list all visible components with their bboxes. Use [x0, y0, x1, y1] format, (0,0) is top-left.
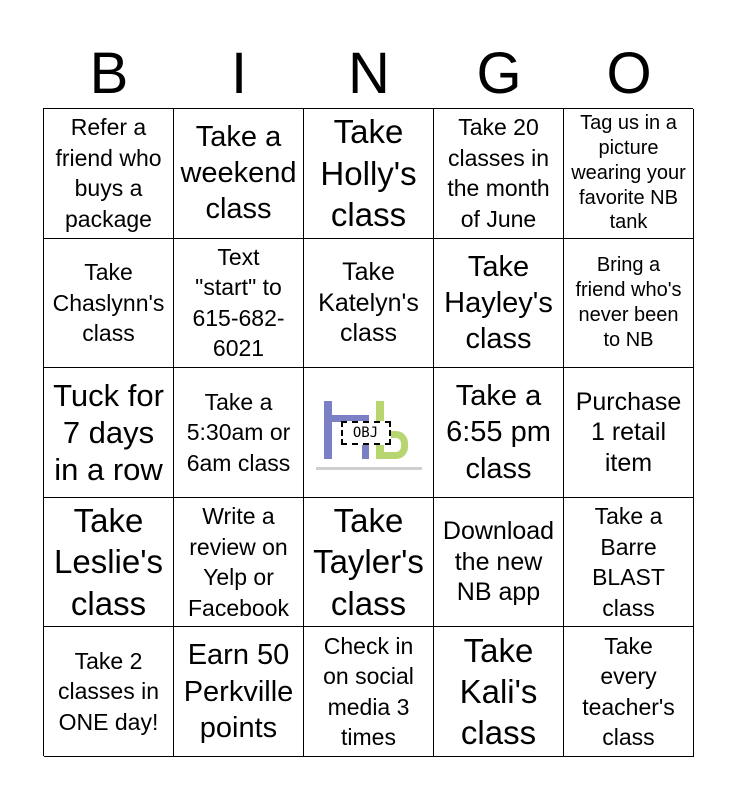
bingo-cell-bring-friend[interactable] — [564, 239, 694, 369]
bingo-cell-hayley[interactable] — [434, 239, 564, 369]
bingo-header — [44, 42, 694, 106]
bingo-cell-holly[interactable] — [304, 109, 434, 239]
bingo-cell-every-teacher[interactable] — [564, 627, 694, 757]
cell-text: Take 2 classes in ONE day! — [58, 647, 159, 735]
bingo-cell-leslie[interactable] — [44, 498, 174, 628]
cell-text: Download the new NB app — [442, 517, 555, 607]
cell-text: Text "start" to 615-682- 6021 — [192, 243, 285, 362]
bingo-cell-tuck-7-days[interactable] — [44, 368, 174, 498]
cell-text: Take Leslie's class — [53, 502, 164, 622]
cell-text: Check in on social media 3 times — [323, 632, 414, 751]
cell-text: Bring a friend who's never been to NB — [575, 254, 682, 351]
header-letter-g: G — [476, 41, 522, 106]
bingo-cell-check-in-social[interactable] — [304, 627, 434, 757]
cell-text: Refer a friend who buys a package — [55, 114, 162, 232]
cell-text: Tag us in a picture wearing your favorite NB tank — [571, 112, 686, 234]
cell-text: Take every teacher's class — [582, 632, 675, 751]
cell-text: Take 20 classes in the month of June — [447, 114, 550, 232]
bingo-cell-download-app[interactable] — [434, 498, 564, 628]
bingo-cell-2-classes-one-day[interactable] — [44, 627, 174, 757]
header-letter-n: N — [348, 41, 390, 106]
cell-text: Take a weekend class — [180, 120, 297, 226]
cell-text: Take a 5:30am or 6am class — [186, 388, 291, 476]
cell-text: Write a review on Yelp or Facebook — [187, 502, 289, 621]
cell-text: Take Katelyn's class — [318, 258, 419, 348]
obj-label: OBJ — [341, 421, 391, 445]
header-letter-b: B — [89, 41, 129, 106]
cell-text: Take Hayley's class — [444, 250, 553, 356]
bingo-cell-kali[interactable] — [434, 627, 564, 757]
bingo-cell-chaslynn[interactable] — [44, 239, 174, 369]
cell-text: Purchase 1 retail item — [575, 387, 682, 477]
cell-text: Take Kali's class — [459, 631, 538, 752]
nb-logo-icon — [314, 387, 424, 477]
header-letter-o: O — [606, 41, 652, 106]
cell-text: Take Tayler's class — [313, 502, 424, 622]
cell-text: Tuck for 7 days in a row — [53, 377, 164, 488]
bingo-cell-write-review[interactable] — [174, 498, 304, 628]
bingo-cell-katelyn[interactable] — [304, 239, 434, 369]
cell-text: Take Chaslynn's class — [52, 259, 165, 347]
bingo-cell-barre-blast[interactable] — [564, 498, 694, 628]
bingo-cell-text-start[interactable] — [174, 239, 304, 369]
bingo-cell-tag-us[interactable] — [564, 109, 694, 239]
cell-text: Take Holly's class — [320, 113, 417, 233]
bingo-cell-retail-item[interactable] — [564, 368, 694, 498]
bingo-cell-20-classes[interactable] — [434, 109, 564, 239]
cell-text: Earn 50 Perkville points — [183, 639, 294, 744]
bingo-cell-refer-friend[interactable] — [44, 109, 174, 239]
bingo-cell-weekend-class[interactable] — [174, 109, 304, 239]
bingo-card — [43, 108, 693, 756]
bingo-cell-530am-class[interactable] — [174, 368, 304, 498]
bingo-cell-tayler[interactable] — [304, 498, 434, 628]
cell-text: Take a Barre BLAST class — [592, 502, 665, 621]
bingo-cell-655pm-class[interactable] — [434, 368, 564, 498]
bingo-cell-perkville[interactable] — [174, 627, 304, 757]
cell-text: Take a 6:55 pm class — [446, 380, 551, 485]
free-space-logo-cell[interactable] — [304, 368, 434, 498]
header-letter-i: I — [230, 41, 248, 106]
